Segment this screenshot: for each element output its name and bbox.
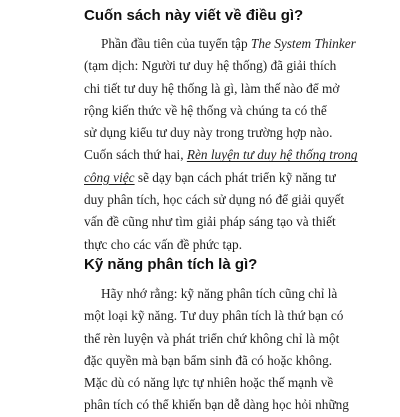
book-title-system-thinker: The System Thinker (250, 36, 356, 51)
book-title-part-1: Rèn luyện tư duy hệ thống trong (186, 147, 358, 163)
text-line: rộng kiến thức về hệ thống và chúng ta có thể (84, 102, 327, 118)
paragraph-book-topic (84, 33, 358, 256)
section-heading-analysis-skill: Kỹ năng phân tích là gì? (84, 256, 258, 273)
text-line: công việc sẽ dạy bạn cách phát triển kỹ năng tư (84, 169, 336, 185)
text-line: một loại kỹ năng. Tư duy phân tích là thứ bạn có (84, 308, 344, 324)
text-line: Mặc dù có năng lực tự nhiên hoặc thế mạnh về (84, 375, 334, 391)
text-line: sử dụng kiểu tư duy này trong trường hợp nào. (84, 125, 333, 141)
paragraph-analysis-skill (84, 283, 349, 417)
text-line: chi tiết tư duy hệ thống là gì, làm thế nào để mở (84, 80, 340, 96)
text-line: Cuốn sách thứ hai, Rèn luyện tư duy hệ thống trong (84, 147, 358, 163)
text-line: thể rèn luyện và phát triển chứ không chỉ là một (84, 330, 340, 346)
text-line: vấn đề cũng như tìm giải pháp sáng tạo và thiết (84, 214, 336, 230)
text-line: Hãy nhớ rằng: kỹ năng phân tích cũng chỉ là (101, 286, 338, 301)
text-line: phân tích có thể khiến bạn dễ dàng học hỏi những (84, 397, 349, 413)
text-line: (tạm dịch: Người tư duy hệ thống) đã giải thích (84, 58, 337, 74)
text-line: Phần đầu tiên của tuyển tập The System Thinker (101, 36, 356, 51)
book-title-part-2: công việc (84, 169, 135, 185)
section-heading-book-topic: Cuốn sách này viết về điều gì? (84, 7, 304, 24)
text-line: duy phân tích, học cách sử dụng nó để giải quyết (84, 192, 345, 208)
text-line: thực cho các vấn đề phức tạp. (84, 236, 243, 252)
text-line: đặc quyền mà bạn bẩm sinh đã có hoặc không. (84, 352, 333, 368)
